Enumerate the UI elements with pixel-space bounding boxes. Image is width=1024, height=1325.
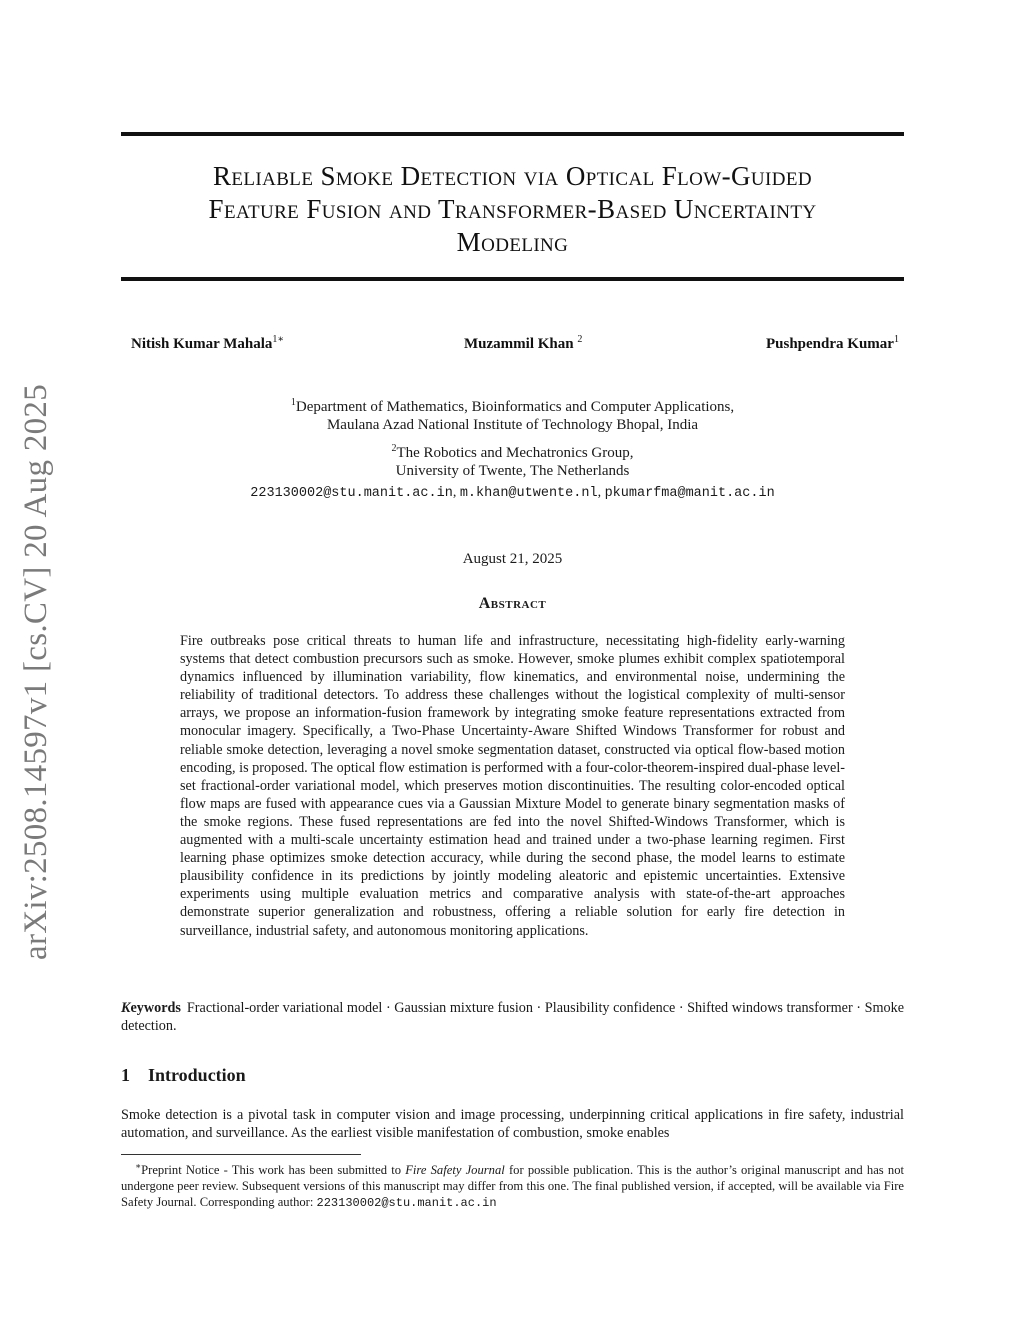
footnote-marker: ∗ bbox=[135, 1161, 142, 1171]
abstract-heading: Abstract bbox=[478, 595, 547, 612]
publication-date: August 21, 2025 bbox=[462, 551, 563, 567]
email-link[interactable]: m.khan@utwente.nl bbox=[459, 486, 598, 501]
author-marker: 1 bbox=[893, 334, 899, 345]
keywords-text: Fractional-order variational model · Gaussian mixture fusion · Plausibility confidence · Shifted windows transformer · Smoke detection. bbox=[121, 1000, 904, 1034]
email-link[interactable]: pkumarfma@manit.ac.in bbox=[604, 486, 775, 501]
author-name: Muzammil Khan bbox=[464, 336, 574, 352]
affiliation-line: University of Twente, The Netherlands bbox=[395, 463, 630, 479]
title-line-3: Modeling bbox=[456, 227, 569, 257]
keywords-label: Keywords bbox=[121, 1000, 181, 1016]
author-name: Pushpendra Kumar bbox=[766, 336, 894, 352]
keywords bbox=[121, 999, 904, 1035]
title-line-2: Feature Fusion and Transformer-Based Uncertainty bbox=[208, 194, 817, 224]
affiliation-line: The Robotics and Mechatronics Group, bbox=[396, 445, 634, 461]
section-title: Introduction bbox=[148, 1065, 246, 1085]
section-heading bbox=[121, 1065, 246, 1086]
affiliation-2 bbox=[121, 440, 904, 480]
title-top-rule bbox=[121, 132, 904, 136]
affiliation-1 bbox=[121, 394, 904, 434]
title-line-1: Reliable Smoke Detection via Optical Flow-Guided bbox=[212, 161, 813, 191]
corresponding-email[interactable]: 223130002@stu.manit.ac.in bbox=[316, 1196, 497, 1211]
affiliation-line: Maulana Azad National Institute of Technology Bhopal, India bbox=[326, 417, 699, 433]
affiliation-marker: 2 bbox=[391, 443, 397, 454]
email-link[interactable]: 223130002@stu.manit.ac.in bbox=[250, 486, 453, 501]
paper-title bbox=[121, 160, 904, 259]
journal-name: Fire Safety Journal bbox=[405, 1163, 505, 1178]
affiliation-line: Department of Mathematics, Bioinformatics and Computer Applications, bbox=[295, 399, 735, 415]
arxiv-stamp: arXiv:2508.14597v1 [cs.CV] 20 Aug 2025 bbox=[18, 383, 54, 960]
section-number: 1 bbox=[121, 1065, 130, 1085]
author-marker: 2 bbox=[577, 334, 583, 345]
author-marker: 1∗ bbox=[272, 334, 285, 345]
affiliation-marker: 1 bbox=[290, 397, 296, 408]
abstract-text: Fire outbreaks pose critical threats to human life and infrastructure, necessitating high-fidelity early-warning systems that detect combustion precursors such as smoke. However, smoke plumes exhibit complex spatiotemporal dynamics influenced by illumination variability, flow kinematics, and environmental noise, undermining the reliability of traditional detectors. To address these challenges without the logistical complexity of multi-sensor arrays, we propose an information-fusion framework by integrating smoke feature representations extracted from monocular imagery. Specifically, a Two-Phase Uncertainty-Aware Shifted Windows Transformer for robust and reliable smoke detection, leveraging a novel smoke segmentation dataset, constructed via optical flow-based motion encoding, is proposed. The optical flow estimation is performed with a four-color-theorem-inspired dual-phase level-set fractional-order variational model, which preserves motion discontinuities. The resulting color-encoded optical flow maps are fused with appearance cues via a Gaussian Mixture Model to generate binary segmentation masks of the smoke regions. These fused representations are fed into the novel Shifted-Windows Transformer, which is augmented with a multi-scale uncertainty estimation head and trained under a two-phase learning regimen. First learning phase optimizes smoke detection accuracy, while during the second phase, the model learns to estimate plausibility confidence in its predictions by jointly modeling aleatoric and epistemic uncertainties. Extensive experiments using multiple evaluation metrics and comparative analysis with state-of-the-art approaches demonstrate superior generalization and robustness, offering a reliable solution for early fire detection in surveillance, industrial safety, and autonomous monitoring applications. bbox=[180, 633, 845, 939]
author-3 bbox=[766, 334, 899, 353]
author-name: Nitish Kumar Mahala bbox=[131, 336, 273, 352]
author-emails: 223130002@stu.manit.ac.in, m.khan@utwente.nl, pkumarfma@manit.ac.in bbox=[250, 485, 775, 501]
introduction-text: Smoke detection is a pivotal task in computer vision and image processing, underpinning critical applications in fire safety, industrial automation, and surveillance. As the earliest visible manifestation of combustion, smoke enables bbox=[121, 1107, 904, 1141]
author-2 bbox=[464, 334, 582, 353]
title-bottom-rule bbox=[121, 277, 904, 281]
footnote: ∗Preprint Notice - This work has been submitted to Fire Safety Journal for possible publication. This is the author’s original manuscript and has not undergone peer review. Subsequent versions of this manuscript may differ from this one. The final published version, if accepted, will be available via Fire Safety Journal. Corresponding author: 223130002@stu.manit.ac.in bbox=[121, 1161, 904, 1211]
footnote-rule bbox=[121, 1154, 361, 1155]
author-1 bbox=[131, 334, 284, 353]
